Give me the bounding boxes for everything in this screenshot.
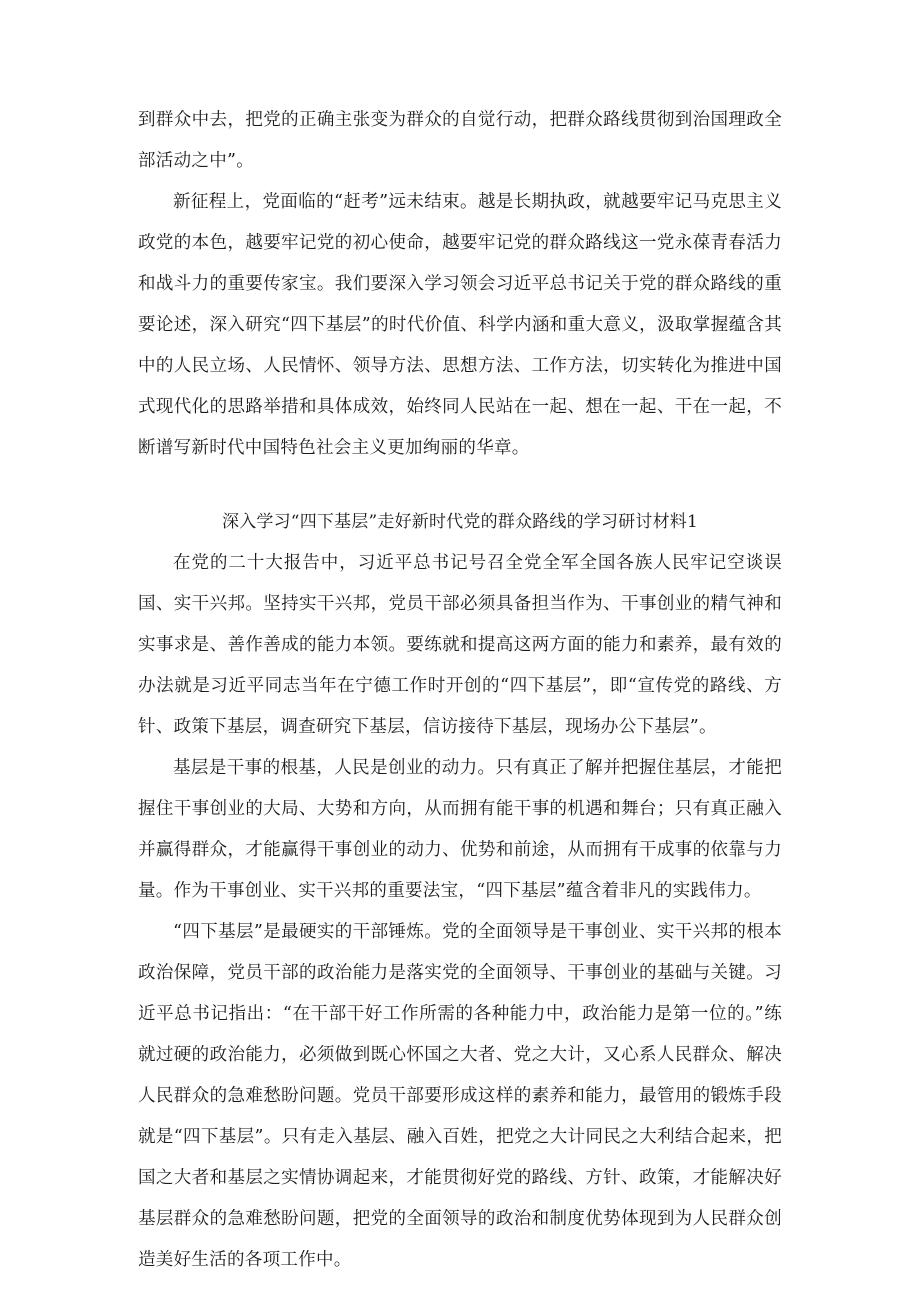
body-paragraph: “四下基层”是最硬实的干部锤炼。党的全面领导是干事创业、实干兴邦的根本政治保障，党员干部的政治能力是落实党的全面领导、干事创业的基础与关键。习近平总书记指出：“在干部干好工作所需的各种能力中，政治能力是第一位的。”练就过硬的政治能力，必须做到既心怀国之大者、党之大计，又心系人民群众、解决人民群众的急难愁盼问题。党员干部要形成这样的素养和能力，最管用的锻炼手段就是“四下基层”。只有走入基层、融入百姓，把党之大计同民之大利结合起来，把国之大者和基层之实情协调起来，才能贯彻好党的路线、方针、政策，才能解决好基层群众的急难愁盼问题，把党的全面领导的政治和制度优势体现到为人民群众创造美好生活的各项工作中。 [138, 922, 782, 1270]
continuation-paragraph: 到群众中去，把党的正确主张变为群众的自觉行动，把群众路线贯彻到治国理政全部活动之中”。 [138, 110, 782, 171]
body-paragraph: 新征程上，党面临的“赶考”远未结束。越是长期执政，就越要牢记马克思主义政党的本色，越要牢记党的初心使命，越要牢记党的群众路线这一党永葆青春活力和战斗力的重要传家宝。我们要深入学习领会习近平总书记关于党的群众路线的重要论述，深入研究“四下基层”的时代价值、科学内涵和重大意义，汲取掌握蕴含其中的人民立场、人民情怀、领导方法、思想方法、工作方法，切实转化为推进中国式现代化的思路举措和具体成效，始终同人民站在一起、想在一起、干在一起，不断谱写新时代中国特色社会主义更加绚丽的华章。 [138, 192, 782, 458]
body-paragraph: 基层是干事的根基，人民是创业的动力。只有真正了解并把握住基层，才能把握住干事创业的大局、大势和方向，从而拥有能干事的机遇和舞台；只有真正融入并赢得群众，才能赢得干事创业的动力、优势和前途，从而拥有干成事的依靠与力量。作为干事创业、实干兴邦的重要法宝，“四下基层”蕴含着非凡的实践伟力。 [138, 758, 782, 901]
body-paragraph: 在党的二十大报告中，习近平总书记号召全党全军全国各族人民牢记空谈误国、实干兴邦。坚持实干兴邦，党员干部必须具备担当作为、干事创业的精气神和实事求是、善作善成的能力本领。要练就和提高这两方面的能力和素养，最有效的办法就是习近平同志当年在宁德工作时开创的“四下基层”，即“宣传党的路线、方针、政策下基层，调查研究下基层，信访接待下基层，现场办公下基层”。 [138, 553, 782, 737]
section-title: 深入学习“四下基层”走好新时代党的群众路线的学习研讨材料1 [222, 512, 698, 532]
